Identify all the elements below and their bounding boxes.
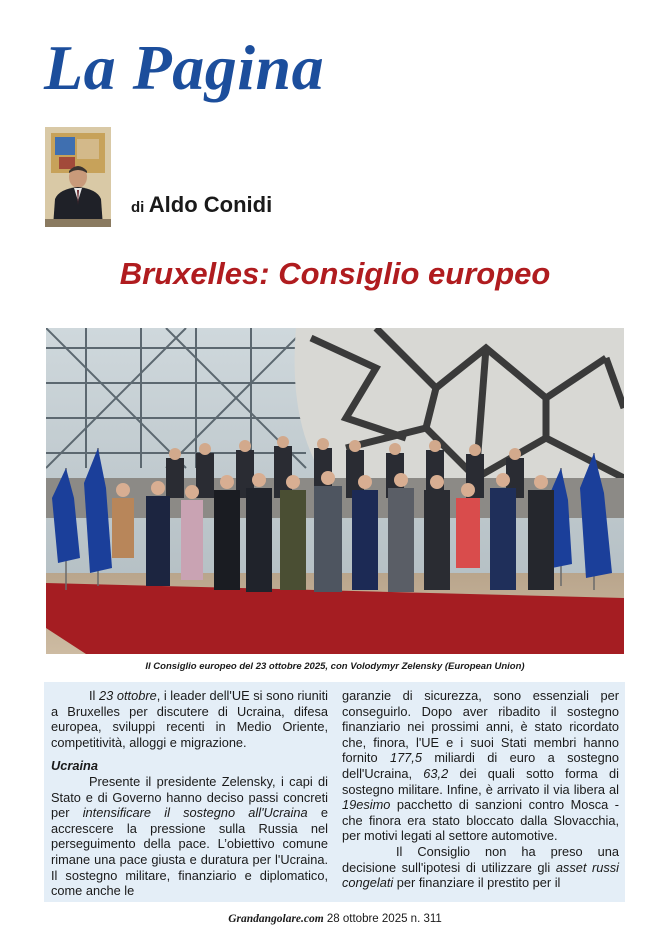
author-portrait <box>45 127 111 227</box>
byline-prefix: di <box>131 199 145 216</box>
article-headline: Bruxelles: Consiglio europeo <box>119 256 551 291</box>
page-footer <box>0 913 670 925</box>
byline <box>131 194 272 216</box>
masthead-title: La Pagina <box>44 32 325 103</box>
footer-issue: 28 ottobre 2025 n. 311 <box>323 913 442 925</box>
article-body <box>44 682 625 902</box>
article-column-left <box>51 688 328 899</box>
author-name: Aldo Conidi <box>148 192 273 217</box>
paragraph-ucraina: Presente il presidente Zelensky, i capi di Stato e di Governo hanno deciso passi concreti per intensificare il sostegno all'Ucraina e accrescere la pressione sulla Russia nel perseguimento della pace. L’obiettivo comune rimane una pace giusta e duratura per l'Ucraina. Il sostegno militare, finanziario e diplomatico, come anche le <box>51 773 328 899</box>
paragraph-frozen-assets: Il Consiglio non ha preso una decisione sull'ipotesi di utilizzare gli asset russi congelati per finanziare il prestito per il <box>342 843 619 891</box>
group-photo-image <box>46 328 624 654</box>
photo-caption: Il Consiglio europeo del 23 ottobre 2025, con Volodymyr Zelensky (European Union) <box>145 661 525 672</box>
section-heading-ucraina: Ucraina <box>51 758 98 774</box>
article-column-right <box>342 688 619 891</box>
footer-site: Grandangolare.com <box>228 913 324 925</box>
paragraph-support: garanzie di sicurezza, sono essenziali per conseguirlo. Dopo aver ribadito il sostegno finanziario nei prossimi anni, è stato ricordato che, finora, l'UE e i suoi Stati membri hanno fornito 177,5 miliardi di euro a sostegno dell'Ucraina, 63,2 dei quali sotto forma di sostegno militare. Infine, è arrivato il via libera al 19esimo pacchetto di sanzioni contro Mosca - che finora era stato bloccato dalla Slovacchia, per motivi legati al settore automotive. <box>342 688 620 844</box>
paragraph-intro: Il 23 ottobre, i leader dell'UE si sono riuniti a Bruxelles per discutere di Ucraina, difesa europea, sviluppi recenti in Medio Oriente, competitività, alloggi e migrazione. <box>51 688 328 750</box>
